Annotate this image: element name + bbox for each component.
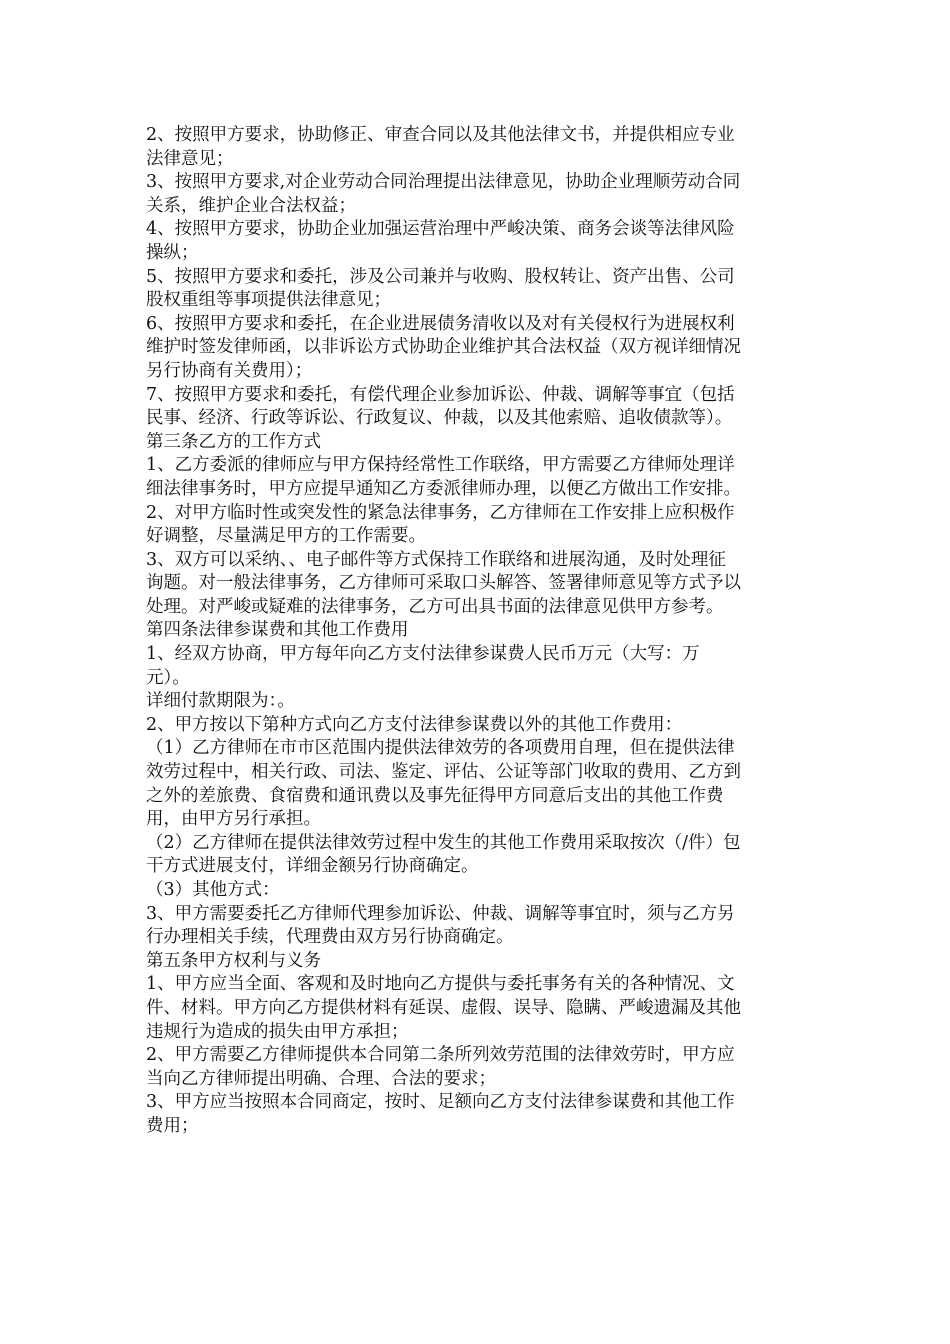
text-line: 处理。对严峻或疑难的法律事务，乙方可出具书面的法律意见供甲方参考。 [146, 596, 724, 617]
text-line: 3、按照甲方要求,对企业劳动合同治理提出法律意见，协助企业理顺劳动合同 [146, 172, 741, 193]
text-line: 1、乙方委派的律师应与甲方保持经常性工作联络，甲方需要乙方律师处理详 [146, 455, 735, 476]
text-line: 7、按照甲方要求和委托，有偿代理企业参加诉讼、仲裁、调解等事宜（包括 [146, 384, 735, 405]
text-line: 好调整，尽量满足甲方的工作需要。 [146, 526, 426, 547]
text-line: 第四条法律参谋费和其他工作费用 [146, 620, 409, 641]
text-line: 当向乙方律师提出明确、合理、合法的要求； [146, 1068, 496, 1089]
text-line: 费用； [146, 1115, 199, 1136]
text-line: 关系，维护企业合法权益； [146, 195, 356, 216]
text-line: 6、按照甲方要求和委托，在企业进展债务清收以及对有关侵权行为进展权利 [146, 313, 735, 334]
text-line: 干方式进展支付，详细金额另行协商确定。 [146, 856, 479, 877]
text-line: 操纵； [146, 242, 199, 263]
text-line: 股权重组等事项提供法律意见； [146, 290, 391, 311]
text-line: 2、对甲方临时性或突发性的紧急法律事务，乙方律师在工作安排上应积极作 [146, 502, 735, 523]
contract-body [146, 124, 806, 1139]
text-line: 维护时签发律师函，以非诉讼方式协助企业维护其合法权益（双方视详细情况 [146, 337, 741, 358]
text-line: 违规行为造成的损失由甲方承担； [146, 1021, 409, 1042]
text-line: 2、甲方按以下第种方式向乙方支付法律参谋费以外的其他工作费用： [146, 714, 683, 735]
text-line: 行办理相关手续，代理费由双方另行协商确定。 [146, 927, 514, 948]
text-line: 1、经双方协商，甲方每年向乙方支付法律参谋费人民币万元（大写：万 [146, 644, 700, 665]
text-line: 3、甲方需要委托乙方律师代理参加诉讼、仲裁、调解等事宜时，须与乙方另 [146, 903, 735, 924]
text-line: 第三条乙方的工作方式 [146, 431, 321, 452]
text-line: 2、甲方需要乙方律师提供本合同第二条所列效劳范围的法律效劳时，甲方应 [146, 1045, 735, 1066]
text-line: （1）乙方律师在市市区范围内提供法律效劳的各项费用自理，但在提供法律 [146, 738, 735, 759]
text-line: 3、双方可以采纳、、电子邮件等方式保持工作联络和进展沟通，及时处理征 [146, 549, 726, 570]
text-line: 用，由甲方另行承担。 [146, 809, 321, 830]
text-line: 4、按照甲方要求，协助企业加强运营治理中严峻决策、商务会谈等法律风险 [146, 219, 735, 240]
text-line: 询题。对一般法律事务，乙方律师可采取口头解答、签署律师意见等方式予以 [146, 573, 741, 594]
text-line: （3）其他方式： [146, 880, 280, 900]
text-line: 2、按照甲方要求，协助修正、审查合同以及其他法律文书，并提供相应专业 [146, 125, 735, 145]
text-line: 效劳过程中，相关行政、司法、鉴定、评估、公证等部门收取的费用、乙方到 [146, 762, 741, 783]
text-line: 详细付款期限为：。 [146, 691, 295, 712]
text-line: 之外的差旅费、食宿费和通讯费以及事先征得甲方同意后支出的其他工作费 [146, 785, 724, 806]
text-line: 第五条甲方权利与义务 [146, 950, 321, 971]
text-line: 5、按照甲方要求和委托，涉及公司兼并与收购、股权转让、资产出售、公司 [146, 266, 735, 287]
text-line: 民事、经济、行政等诉讼、行政复议、仲裁，以及其他索赔、追收债款等）。 [146, 408, 733, 429]
text-line: 1、甲方应当全面、客观和及时地向乙方提供与委托事务有关的各种情况、文 [146, 974, 735, 995]
text-line: （2）乙方律师在提供法律效劳过程中发生的其他工作费用采取按次（/件）包 [146, 832, 741, 853]
text-line: 细法律事务时，甲方应提早通知乙方委派律师办理，以便乙方做出工作安排。 [146, 478, 741, 499]
text-line: 法律意见； [146, 148, 234, 169]
text-line: 3、甲方应当按照本合同商定，按时、足额向乙方支付法律参谋费和其他工作 [146, 1092, 735, 1113]
text-line: 件、材料。甲方向乙方提供材料有延误、虚假、误导、隐瞒、严峻遗漏及其他 [146, 997, 741, 1018]
text-line: 另行协商有关费用）； [146, 360, 313, 381]
text-line: 元）。 [146, 667, 190, 688]
